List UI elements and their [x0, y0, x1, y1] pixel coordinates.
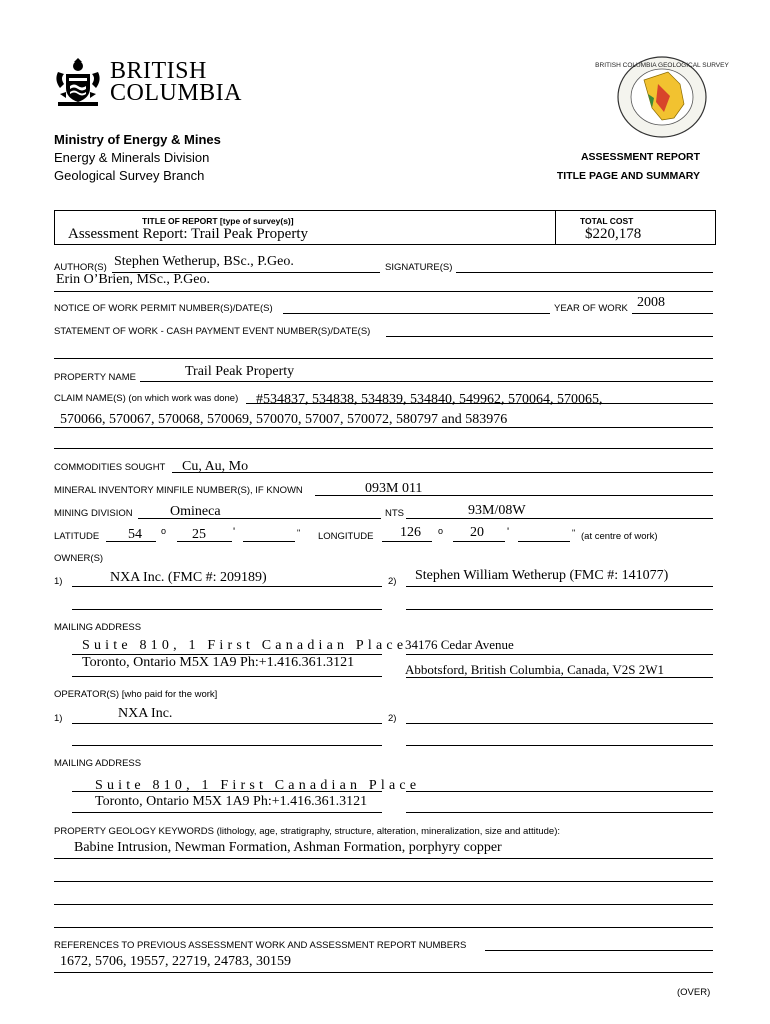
geology-line-2[interactable]: [54, 881, 713, 882]
latitude-label: LATITUDE: [54, 531, 100, 542]
signature-line[interactable]: [456, 272, 713, 273]
operator-mailing-line-2: [72, 812, 382, 813]
operator-2-line-2[interactable]: [406, 745, 713, 746]
owner-mailing-label: MAILING ADDRESS: [54, 622, 142, 633]
lat-sec-symbol: ": [297, 528, 301, 538]
lon-deg-line: [382, 541, 432, 542]
geological-survey-seal: [595, 54, 729, 140]
owner-2-line: [406, 586, 713, 587]
claims-label: CLAIM NAME(S) (on which work was done): [54, 393, 239, 404]
owner-mailing-right-line-2: [406, 677, 713, 678]
lat-min-symbol: ': [233, 526, 236, 538]
property-value[interactable]: Trail Peak Property: [185, 364, 295, 379]
owner-2-value[interactable]: Stephen William Wetherup (FMC #: 141077): [415, 568, 669, 583]
owner-2-number: 2): [388, 576, 397, 587]
logo-line-columbia: COLUMBIA: [110, 80, 243, 106]
centre-note: (at centre of work): [581, 531, 658, 542]
owner-1-value[interactable]: NXA Inc. (FMC #: 209189): [110, 570, 267, 585]
geology-label: PROPERTY GEOLOGY KEYWORDS (lithology, age, stratigraphy, structure, alteration, mineralization, size and attitude):: [54, 826, 561, 837]
owner-1-number: 1): [54, 576, 63, 587]
bc-coat-of-arms-icon: [52, 58, 104, 110]
report-type: ASSESSMENT REPORT: [580, 151, 700, 163]
operator-1-line-2[interactable]: [72, 745, 382, 746]
owners-label: OWNER(S): [54, 553, 104, 564]
seal-text: BRITISH COLUMBIA GEOLOGICAL SURVEY: [595, 62, 729, 69]
owner-mailing-left-2[interactable]: Toronto, Ontario M5X 1A9 Ph:+1.416.361.3121: [82, 655, 355, 670]
statement-label: STATEMENT OF WORK - CASH PAYMENT EVENT NUMBER(S)/DATE(S): [54, 326, 371, 337]
mining-division-label: MINING DIVISION: [54, 508, 133, 519]
references-line-2: [54, 972, 713, 973]
operator-mailing-right-line-2[interactable]: [406, 812, 713, 813]
signature-label: SIGNATURE(S): [385, 262, 453, 273]
owner-2-line-2[interactable]: [406, 609, 713, 610]
owner-1-line-2[interactable]: [72, 609, 382, 610]
author-1[interactable]: Stephen Wetherup, BSc., P.Geo.: [114, 254, 294, 269]
report-subtitle: TITLE PAGE AND SUMMARY: [556, 170, 700, 182]
operator-2-number: 2): [388, 713, 397, 724]
commodities-line: [172, 472, 713, 473]
geology-line-4[interactable]: [54, 927, 713, 928]
lon-sec-symbol: ": [572, 528, 576, 538]
title-box-divider: [555, 210, 556, 244]
lat-deg-symbol: o: [161, 526, 167, 536]
lon-deg-value[interactable]: 126: [400, 525, 421, 540]
references-value[interactable]: 1672, 5706, 19557, 22719, 24783, 30159: [60, 954, 291, 969]
lon-deg-symbol: o: [438, 526, 444, 536]
branch-name: Geological Survey Branch: [54, 168, 205, 183]
authors-label: AUTHOR(S): [54, 262, 107, 273]
year-label: YEAR OF WORK: [554, 303, 628, 314]
references-label: REFERENCES TO PREVIOUS ASSESSMENT WORK AND ASSESSMENT REPORT NUMBERS: [54, 940, 467, 951]
commodities-label: COMMODITIES SOUGHT: [54, 462, 166, 473]
title-value[interactable]: Assessment Report: Trail Peak Property: [68, 226, 308, 242]
owner-mailing-left-1[interactable]: Suite 810, 1 First Canadian Place: [82, 638, 408, 653]
claims-line-3[interactable]: [54, 448, 713, 449]
property-line: [140, 381, 713, 382]
mining-division-value[interactable]: Omineca: [170, 504, 221, 519]
operator-mailing-right-line-1[interactable]: [406, 791, 713, 792]
authors-line-2: [54, 291, 713, 292]
logo-line-british: BRITISH: [110, 58, 207, 84]
operator-1-value[interactable]: NXA Inc.: [118, 706, 173, 721]
references-line[interactable]: [485, 950, 713, 951]
longitude-label: LONGITUDE: [318, 531, 374, 542]
operator-mailing-label: MAILING ADDRESS: [54, 758, 142, 769]
cost-label: TOTAL COST: [580, 216, 634, 226]
title-label: TITLE OF REPORT [type of survey(s)]: [142, 216, 294, 226]
owner-mailing-right-2[interactable]: Abbotsford, British Columbia, Canada, V2S 2W1: [405, 662, 665, 677]
year-line: [632, 313, 713, 314]
lon-min-symbol: ': [507, 526, 510, 538]
lon-min-value[interactable]: 20: [470, 525, 484, 540]
lat-deg-value[interactable]: 54: [128, 527, 142, 542]
operator-2-line[interactable]: [406, 723, 713, 724]
ministry-name: Ministry of Energy & Mines: [54, 132, 221, 147]
operator-mailing-line-1: [72, 791, 382, 792]
operator-mailing-2[interactable]: Toronto, Ontario M5X 1A9 Ph:+1.416.361.3121: [95, 794, 368, 809]
claims-value-1[interactable]: #534837, 534838, 534839, 534840, 549962, 570064, 570065,: [256, 392, 603, 407]
lat-sec-line[interactable]: [243, 541, 295, 542]
owner-mailing-right-1[interactable]: 34176 Cedar Avenue: [405, 637, 514, 652]
over-note: (OVER): [677, 987, 711, 998]
operator-1-line: [72, 723, 382, 724]
nts-label: NTS: [385, 508, 404, 519]
author-2[interactable]: Erin O’Brien, MSc., P.Geo.: [56, 272, 210, 287]
minfile-label: MINERAL INVENTORY MINFILE NUMBER(S), IF KNOWN: [54, 485, 303, 496]
lon-sec-line[interactable]: [518, 541, 570, 542]
cost-value[interactable]: $220,178: [585, 226, 642, 242]
nts-line: [406, 518, 713, 519]
year-value[interactable]: 2008: [637, 295, 665, 310]
statement-line-2[interactable]: [54, 358, 713, 359]
claims-line-2: [54, 427, 713, 428]
minfile-value[interactable]: 093M 011: [365, 481, 423, 496]
lat-min-value[interactable]: 25: [192, 527, 206, 542]
nts-value[interactable]: 93M/08W: [468, 503, 526, 518]
permit-line[interactable]: [283, 313, 550, 314]
operators-label: OPERATOR(S) [who paid for the work]: [54, 689, 218, 700]
geology-line-3[interactable]: [54, 904, 713, 905]
division-name: Energy & Minerals Division: [54, 150, 210, 165]
owner-mailing-right-line-1: [406, 654, 713, 655]
owner-mailing-left-line-2: [72, 676, 382, 677]
operator-1-number: 1): [54, 713, 63, 724]
claims-value-2[interactable]: 570066, 570067, 570068, 570069, 570070, 57007, 570072, 580797 and 583976: [60, 412, 508, 427]
permit-label: NOTICE OF WORK PERMIT NUMBER(S)/DATE(S): [54, 303, 273, 314]
geology-line-1: [54, 858, 713, 859]
owner-1-line: [72, 586, 382, 587]
commodities-value[interactable]: Cu, Au, Mo: [182, 459, 249, 474]
property-label: PROPERTY NAME: [54, 372, 137, 383]
lon-min-line: [453, 541, 505, 542]
geology-value[interactable]: Babine Intrusion, Newman Formation, Ashman Formation, porphyry copper: [74, 840, 502, 855]
operator-mailing-1[interactable]: Suite 810, 1 First Canadian Place: [95, 778, 421, 793]
statement-line[interactable]: [386, 336, 713, 337]
